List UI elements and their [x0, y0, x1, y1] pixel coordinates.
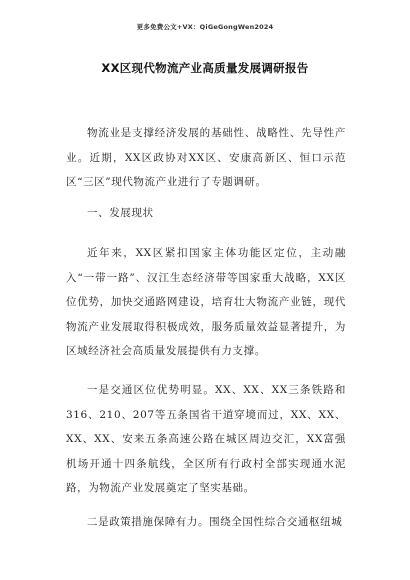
section-heading-text: 一、发展现状 [87, 207, 154, 219]
paragraph-text: 近年来，XX区紧扣国家主体功能区定位，主动融入“一带一路”、汉江生态经济带等国家重大战略，XX区位优势，加快交通路网建设，培育壮大物流产业链，现代物流产业发展取得积极成效，服务质量效益显著提升，为区域经济社会高质量发展提供有力支撑。 [66, 247, 346, 357]
policy-paragraph [66, 510, 346, 535]
paragraph-text: 二是政策措施保障有力。围绕全国性综合交通枢纽城 [87, 516, 343, 528]
traffic-paragraph [66, 378, 346, 501]
header-note: 更多免费公文+VX：QiGeGongWen2024 [136, 23, 274, 31]
section-heading [66, 201, 346, 226]
paragraph-text: 物流业是支撑经济发展的基础性、战略性、先导性产业。近期，XX区政协对XX区、安康高新区、恒口示范区“三区”现代物流产业进行了专题调研。 [66, 127, 346, 188]
intro-paragraph [66, 121, 346, 195]
paragraph-text: 一是交通区位优势明显。XX、XX、XX三条铁路和316、210、207等五条国省干道穿境而过，XX、XX、XX、XX、安来五条高速公路在城区周边交汇，XX富强机场开通十四条航线，全区所有行政村全部实现通水泥路，为物流产业发展奠定了坚实基础。 [66, 384, 346, 494]
status-paragraph [66, 241, 346, 364]
document-title: XX区现代物流产业高质量发展调研报告 [101, 61, 309, 75]
